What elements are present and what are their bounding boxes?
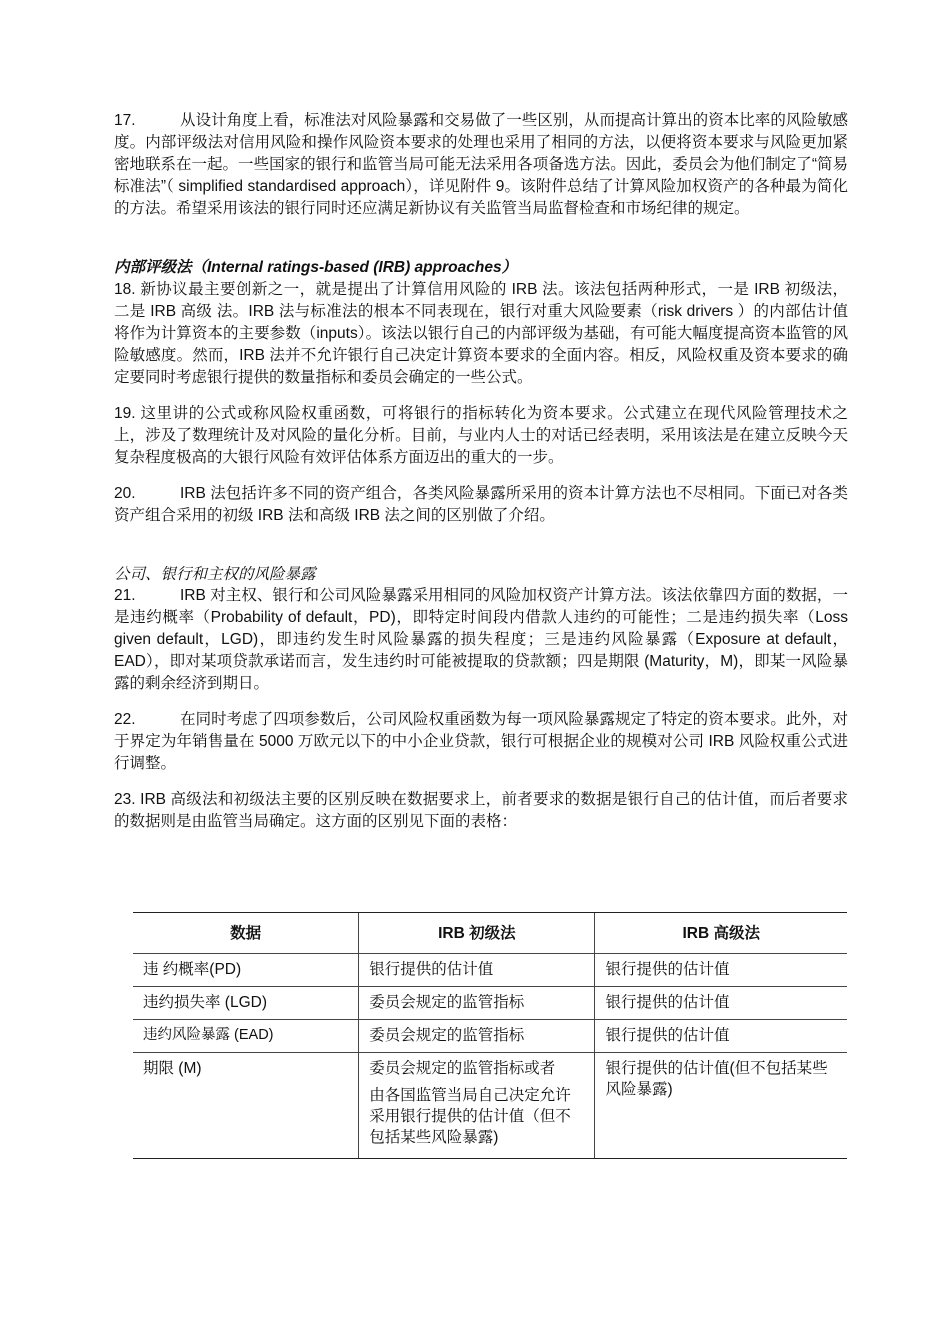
paragraph-number: 22. bbox=[114, 711, 136, 728]
table-row bbox=[133, 1053, 847, 1159]
paragraph-text: 这里讲的公式或称风险权重函数，可将银行的指标转化为资本要求。公式建立在现代风险管理技术之上，涉及了数理统计及对风险的量化分析。目前，与业内人士的对话已经表明，采用该法是在建立反映今天复杂程度极高的大银行风险有效评估体系方面迈出的重大的一步。 bbox=[114, 405, 848, 466]
paragraph-23 bbox=[114, 789, 848, 833]
paragraph-number: 23. bbox=[114, 791, 136, 808]
paragraph-number: 19. bbox=[114, 405, 136, 422]
paragraph-number: 18. bbox=[114, 281, 136, 298]
paragraph-text: IRB 法包括许多不同的资产组合，各类风险暴露所采用的资本计算方法也不尽相同。下面已对各类资产组合采用的初级 IRB 法和高级 IRB 法之间的区别做了介绍。 bbox=[114, 485, 848, 524]
row-label: 违 约概率(PD) bbox=[133, 954, 359, 987]
row-advanced-value: 银行提供的估计值 bbox=[595, 1020, 847, 1053]
paragraph-text: IRB 对主权、银行和公司风险暴露采用相同的风险加权资产计算方法。该法依靠四方面的数据，一是违约概率（Probability of default，PD)，即特定时间段内借款人违约的可能性；二是违约损失率（Loss given default，LGD)，即违约发生时风险暴露的损失程度；三是违约风险暴露（Exposure at default，EAD），即对某项贷款承诺而言，发生违约时可能被提取的贷款额；四是期限 (Maturity，M)，即某一风险暴露的剩余经济到期日。 bbox=[114, 587, 848, 692]
row-label: 违约损失率 (LGD) bbox=[133, 987, 359, 1020]
paragraph-17 bbox=[114, 110, 848, 220]
document-body bbox=[114, 110, 848, 833]
row-foundation-value: 委员会规定的监管指标 bbox=[359, 987, 595, 1020]
irb-comparison-table bbox=[133, 912, 847, 1159]
section-heading-irb: 内部评级法（Internal ratings-based (IRB) approaches） bbox=[114, 259, 518, 276]
header-irb-foundation: IRB 初级法 bbox=[359, 913, 595, 954]
paragraph-text: IRB 高级法和初级法主要的区别反映在数据要求上，前者要求的数据是银行自己的估计值，而后者要求的数据则是由监管当局确定。这方面的区别见下面的表格： bbox=[114, 791, 848, 830]
paragraph-number: 20. bbox=[114, 485, 136, 502]
table-row bbox=[133, 987, 847, 1020]
paragraph-text: 新协议最主要创新之一，就是提出了计算信用风险的 IRB 法。该法包括两种形式，一是 IRB 初级法， 二是 IRB 高级 法。IRB 法与标准法的根本不同表现在，银行对重大风险要素（risk drivers ）的内部估计值将作为计算资本的主要参数（inputs）。该法以银行自己的内部评级为基础，有可能大幅度提高资本监管的风险敏感度。然而，IRB 法并不允许银行自己决定计算资本要求的全面内容。相反，风险权重及资本要求的确定要同时考虑银行提供的数量指标和委员会确定的一些公式。 bbox=[114, 281, 848, 386]
row-advanced-value: 银行提供的估计值(但不包括某些风险暴露) bbox=[595, 1053, 847, 1159]
table-row bbox=[133, 1020, 847, 1053]
row-advanced-value: 银行提供的估计值 bbox=[595, 954, 847, 987]
row-foundation-cell bbox=[359, 1053, 595, 1159]
row-foundation-note: 由各国监管当局自己决定允许采用银行提供的估计值（但不包括某些风险暴露) bbox=[369, 1087, 571, 1146]
section-heading-exposures: 公司、银行和主权的风险暴露 bbox=[114, 565, 316, 583]
row-label: 违约风险暴露 (EAD) bbox=[133, 1020, 359, 1053]
row-advanced-value: 银行提供的估计值 bbox=[595, 987, 847, 1020]
header-irb-advanced: IRB 高级法 bbox=[595, 913, 847, 954]
paragraph-text: 在同时考虑了四项参数后，公司风险权重函数为每一项风险暴露规定了特定的资本要求。此外，对于界定为年销售量在 5000 万欧元以下的中小企业贷款，银行可根据企业的规模对公司 IRB 风险权重公式进行调整。 bbox=[114, 711, 848, 772]
paragraph-number: 21. bbox=[114, 587, 136, 604]
table-header-row bbox=[133, 913, 847, 954]
paragraph-number: 17. bbox=[114, 112, 136, 129]
row-foundation-value: 委员会规定的监管指标或者 bbox=[369, 1060, 556, 1077]
paragraph-20 bbox=[114, 483, 848, 527]
paragraph-22 bbox=[114, 709, 848, 775]
paragraph-text: 从设计角度上看，标准法对风险暴露和交易做了一些区别，从而提高计算出的资本比率的风险敏感度。内部评级法对信用风险和操作风险资本要求的处理也采用了相同的方法，以便将资本要求与风险更加紧密地联系在一起。一些国家的银行和监管当局可能无法采用各项备选方法。因此，委员会为他们制定了“简易标准法”（ simplified standardised approach），详见附件 9。该附件总结了计算风险加权资产的各种最为简化的方法。希望采用该法的银行同时还应满足新协议有关监管当局监督检查和市场纪律的规定。 bbox=[114, 112, 848, 217]
paragraph-19 bbox=[114, 403, 848, 469]
paragraph-21 bbox=[114, 585, 848, 695]
row-foundation-value: 委员会规定的监管指标 bbox=[359, 1020, 595, 1053]
row-label: 期限 (M) bbox=[133, 1053, 359, 1159]
row-foundation-value: 银行提供的估计值 bbox=[359, 954, 595, 987]
header-data: 数据 bbox=[133, 913, 359, 954]
paragraph-18 bbox=[114, 279, 848, 389]
table-row bbox=[133, 954, 847, 987]
